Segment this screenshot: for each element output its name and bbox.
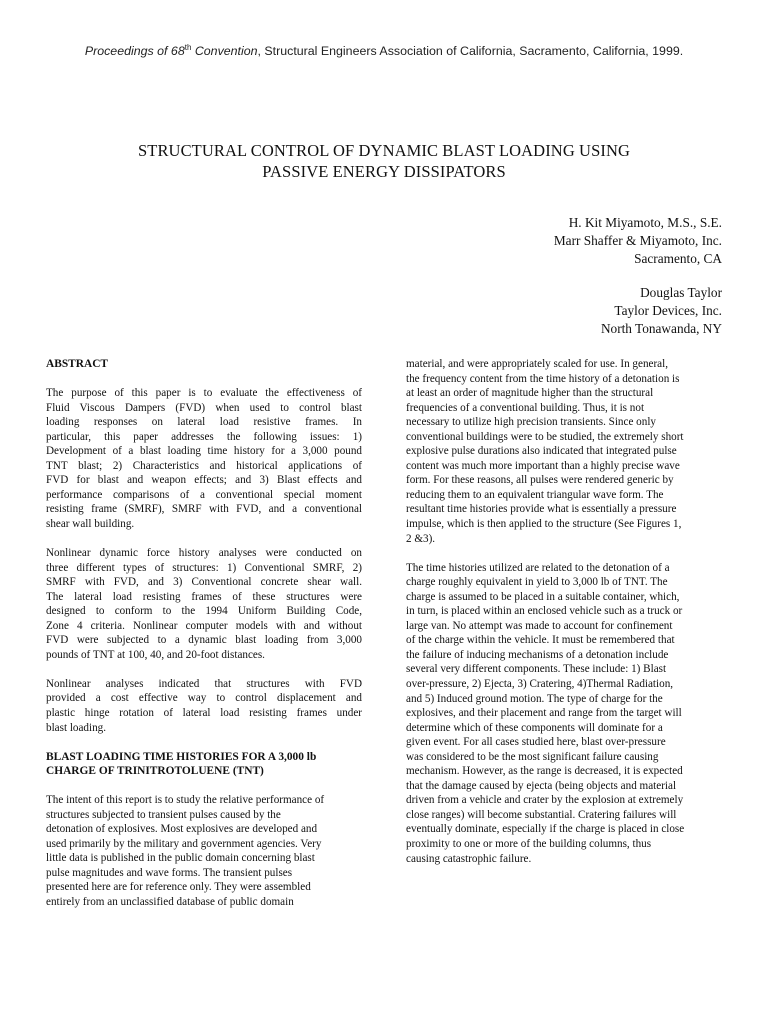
text-line: at least an order of magnitude higher than the structural [406,387,654,400]
text-line: given event. For all cases studied here, blast over-pressure [406,736,666,749]
text-line: pounds of TNT at 100, 40, and 20-foot distances. [46,648,265,661]
text-line: of the charge within the vehicle. It must be remembered that [406,634,675,647]
section-heading-line-1: BLAST LOADING TIME HISTORIES FOR A 3,000 lb [46,750,317,763]
proceedings-prefix: Proceedings of 68 [84,44,185,58]
text-line: charge is assumed to be placed in a suitable container, which, [406,590,680,603]
text-line: large van. No attempt was made to account for confinement [406,619,673,632]
title-line-2: PASSIVE ENERGY DISSIPATORS [262,162,506,181]
proceedings-superscript: th [184,43,192,52]
text-line: conventional buildings were to be studied, the extremely short [406,430,684,443]
text-line: and 5) Induced ground motion. The type of charge for the [406,692,663,705]
text-line: structures subjected to transient pulses caused by the [46,808,281,821]
proceedings-convention: Convention [191,44,258,58]
author-1-location: Sacramento, CA [634,250,722,266]
text-line: FVD for blast and weapon effects; and 3) Blast effects and [46,474,362,487]
author-spacer [554,267,722,284]
proceedings-header [0,44,768,58]
text-line: that the damage caused by ejecta (being objects and material [406,779,677,792]
text-line: presented here are for reference only. They were assembled [46,881,311,894]
text-line: the failure of inducing mechanisms of a detonation include [406,648,669,661]
title-line-1: STRUCTURAL CONTROL OF DYNAMIC BLAST LOADING USING [138,141,630,160]
text-line: The time histories utilized are related to the detonation of a [406,561,670,574]
text-line: proximity to one or more of the building columns, thus [406,838,652,850]
text-line: loading responses on lateral load resistive frames. In [46,416,362,429]
text-line: content was much more important than a highly precise wave [406,459,680,472]
text-line: resultant time histories provide what is essentially a pressure [406,503,677,516]
abstract-paragraph-1 [46,386,362,531]
paper-title [0,140,768,182]
text-line: plastic hinge rotation of lateral load resisting frames under [46,706,362,719]
proceedings-rest: , Structural Engineers Association of California, Sacramento, California, 1999. [257,44,684,58]
text-line: FVD were subjected to a dynamic blast loading from 3,000 [46,634,362,647]
abstract-heading: ABSTRACT [46,358,109,370]
text-line: eventually dominate, especially if the charge is placed in close [406,823,685,836]
text-line: The intent of this report is to study the relative performance of [46,794,325,807]
text-line: The purpose of this paper is to evaluate the effectiveness of [46,387,362,400]
text-line: detonation of explosives. Most explosives are developed and [46,823,318,836]
text-line: used primarily by the military and government agencies. Very [46,837,322,850]
author-block [554,214,722,338]
text-line: performance comparisons of a conventional special moment [46,488,362,501]
text-line: material, and were appropriately scaled for use. In general, [406,358,668,370]
text-line: frequencies of a conventional building. Thus, it is not [406,401,645,414]
text-line: explosives, and their placement and range from the target will [406,707,682,720]
author-1-affiliation: Marr Shaffer & Miyamoto, Inc. [553,232,722,248]
author-2-affiliation: Taylor Devices, Inc. [614,303,722,319]
text-line: Nonlinear analyses indicated that structures with FVD [46,677,362,690]
author-2-location: North Tonawanda, NY [600,320,722,336]
right-paragraph-1 [406,357,724,546]
text-line: mechanism. However, as the range is decreased, it is expected [406,765,683,778]
text-line: 2 &3). [406,532,436,545]
text-line: blast loading. [46,721,107,734]
text-line: provided a cost effective way to control displacement and [46,692,362,705]
text-line: pulse magnitudes and wave forms. The transient pulses [46,866,293,879]
section-heading [46,750,362,779]
section-paragraph-1 [46,793,362,909]
text-line: close ranges) will become substantial. Cratering failures will [406,808,677,821]
text-line: over-pressure, 2) Ejecta, 3) Cratering, 4)Thermal Radiation, [406,677,674,690]
text-line: SMRF with FVD, and 3) Conventional concrete shear wall. [46,576,362,589]
right-paragraph-2 [406,561,724,866]
text-line: resisting frame (SMRF), SMRF with FVD, and a conventional [46,503,362,516]
section-heading-line-2: CHARGE OF TRINITROTOLUENE (TNT) [46,765,264,778]
abstract-paragraph-3 [46,677,362,735]
text-line: Nonlinear dynamic force history analyses were conducted on [46,547,362,560]
text-line: form. For these reasons, all pulses were rendered generic by [406,474,674,487]
text-line: in turn, is placed within an enclosed vehicle such as a truck or [406,605,683,618]
text-line: was considered to be the most significant failure causing [406,750,659,763]
text-line: TNT blast; 2) Characteristics and historical applications of [46,459,362,472]
text-line: The lateral load resisting frames of these structures were [46,590,362,603]
text-line: determine which of these components will dominate for a [406,721,663,734]
text-line: Zone 4 criteria. Nonlinear computer models with and without [46,619,362,632]
text-line: causing catastrophic failure. [406,852,532,865]
text-line: the frequency content from the time history of a detonation is [406,372,680,385]
text-line: designed to conform to the 1994 Uniform Building Code, [46,605,362,618]
text-line: several very different components. These include: 1) Blast [406,663,667,676]
text-line: reducing them to an equivalent triangular wave form. The [406,488,664,501]
text-line: driven from a vehicle and crater by the explosion at extremely [406,794,684,807]
text-line: impulse, which is then applied to the structure (See Figures 1, [406,518,682,531]
text-line: shear wall building. [46,517,135,530]
text-line: Development of a blast loading time history for a 3,000 pound [46,445,362,458]
text-line: necessary to utilize high precision transients. Since only [406,416,656,429]
text-line: particular, this paper addresses the following issues: 1) [46,430,362,443]
text-line: explosive pulse durations also indicated that integrated pulse [406,445,677,458]
abstract-paragraph-2 [46,546,362,662]
text-line: charge roughly equivalent in yield to 3,000 lb of TNT. The [406,576,668,589]
left-column [46,357,362,924]
text-line: Fluid Viscous Dampers (FVD) when used to control blast [46,401,362,414]
text-line: three different types of structures: 1) Conventional SMRF, 2) [46,561,362,574]
right-column [406,357,724,881]
author-2-name: Douglas Taylor [640,285,722,301]
text-line: little data is published in the public domain concerning blast [46,852,315,865]
text-line: entirely from an unclassified database of public domain [46,896,294,908]
author-1-name: H. Kit Miyamoto, M.S., S.E. [568,215,722,230]
